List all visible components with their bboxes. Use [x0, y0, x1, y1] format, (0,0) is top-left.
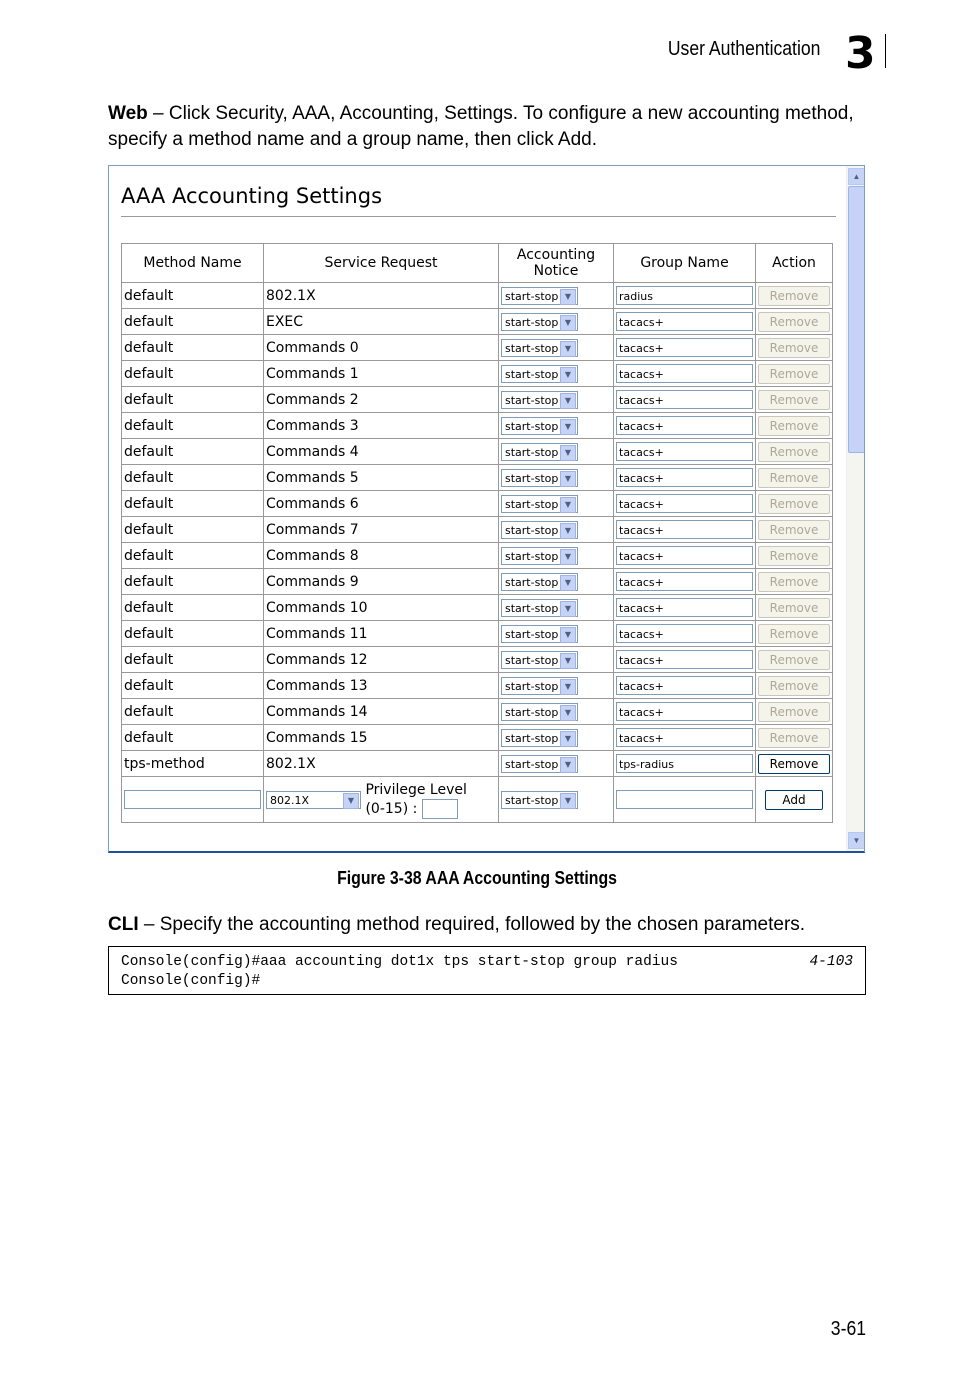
- intro-lead: Web: [108, 103, 148, 124]
- service-request-cell: Commands 12: [264, 647, 499, 673]
- chevron-down-icon: ▼: [560, 601, 576, 617]
- method-name-cell: default: [122, 309, 264, 335]
- remove-button[interactable]: Remove: [758, 650, 830, 670]
- aaa-accounting-settings-panel: [108, 165, 865, 853]
- command-reference: 4-103: [809, 954, 853, 970]
- remove-button[interactable]: Remove: [758, 754, 830, 774]
- service-request-cell: Commands 3: [264, 413, 499, 439]
- method-name-cell: default: [122, 569, 264, 595]
- chevron-down-icon: ▼: [560, 793, 576, 809]
- scroll-down-icon[interactable]: ▼: [848, 832, 865, 849]
- group-name-input[interactable]: tacacs+: [616, 416, 753, 435]
- method-name-cell: default: [122, 335, 264, 361]
- chevron-down-icon: ▼: [560, 367, 576, 383]
- accounting-notice-select[interactable]: start-stop ▼: [501, 521, 578, 539]
- chevron-down-icon: ▼: [560, 549, 576, 565]
- accounting-notice-select[interactable]: start-stop ▼: [501, 469, 578, 487]
- group-name-input[interactable]: tacacs+: [616, 338, 753, 357]
- service-request-cell: Commands 11: [264, 621, 499, 647]
- group-name-input[interactable]: tacacs+: [616, 494, 753, 513]
- service-request-cell: Commands 4: [264, 439, 499, 465]
- service-request-cell: EXEC: [264, 309, 499, 335]
- remove-button[interactable]: Remove: [758, 364, 830, 384]
- accounting-notice-select[interactable]: start-stop ▼: [501, 599, 578, 617]
- service-request-cell: Commands 9: [264, 569, 499, 595]
- code-line-2: Console(config)#: [121, 973, 261, 989]
- table-header-row: [122, 244, 833, 283]
- chevron-down-icon: ▼: [560, 445, 576, 461]
- method-name-cell: default: [122, 699, 264, 725]
- code-line-1: Console(config)#aaa accounting dot1x tps start-stop group radius: [121, 954, 678, 970]
- table-row: [122, 621, 833, 647]
- vertical-scrollbar[interactable]: [846, 166, 864, 851]
- chevron-down-icon: ▼: [560, 575, 576, 591]
- remove-button[interactable]: Remove: [758, 416, 830, 436]
- accounting-notice-select[interactable]: start-stop ▼: [501, 729, 578, 747]
- method-name-cell: default: [122, 517, 264, 543]
- group-name-input[interactable]: tacacs+: [616, 364, 753, 383]
- remove-button[interactable]: Remove: [758, 338, 830, 358]
- chevron-down-icon: ▼: [560, 627, 576, 643]
- remove-button[interactable]: Remove: [758, 390, 830, 410]
- page-number: 3-61: [830, 1318, 866, 1340]
- group-name-input[interactable]: tacacs+: [616, 598, 753, 617]
- method-name-cell: default: [122, 621, 264, 647]
- add-row: [122, 777, 833, 823]
- table-row: [122, 543, 833, 569]
- table-row: [122, 517, 833, 543]
- chevron-down-icon: ▼: [560, 679, 576, 695]
- service-request-cell: Commands 8: [264, 543, 499, 569]
- table-row: [122, 725, 833, 751]
- method-name-cell: default: [122, 491, 264, 517]
- chapter-marker: [845, 28, 886, 79]
- table-body: [122, 283, 833, 777]
- remove-button[interactable]: Remove: [758, 624, 830, 644]
- service-request-cell: Commands 13: [264, 673, 499, 699]
- figure-caption: Figure 3-38 AAA Accounting Settings: [337, 868, 617, 888]
- table-row: [122, 335, 833, 361]
- chevron-down-icon: ▼: [560, 419, 576, 435]
- scroll-up-icon[interactable]: ▲: [848, 168, 865, 185]
- method-name-cell: default: [122, 387, 264, 413]
- cli-paragraph: [108, 912, 868, 938]
- col-group-name: Group Name: [614, 244, 756, 283]
- cli-code-block: [108, 946, 866, 995]
- remove-button[interactable]: Remove: [758, 494, 830, 514]
- new-notice-select[interactable]: start-stop ▼: [501, 791, 578, 809]
- method-name-cell: default: [122, 543, 264, 569]
- remove-button[interactable]: Remove: [758, 572, 830, 592]
- cli-text: – Specify the accounting method required, followed by the chosen parameters.: [138, 914, 806, 935]
- chevron-down-icon: ▼: [560, 653, 576, 669]
- service-request-cell: Commands 0: [264, 335, 499, 361]
- chevron-down-icon: ▼: [560, 523, 576, 539]
- chevron-down-icon: ▼: [560, 471, 576, 487]
- chevron-down-icon: ▼: [560, 731, 576, 747]
- intro-paragraph: [108, 101, 868, 153]
- remove-button[interactable]: Remove: [758, 702, 830, 722]
- service-request-cell: Commands 6: [264, 491, 499, 517]
- accounting-notice-select[interactable]: start-stop ▼: [501, 495, 578, 513]
- method-name-cell: default: [122, 725, 264, 751]
- service-request-cell: Commands 1: [264, 361, 499, 387]
- service-request-cell: Commands 14: [264, 699, 499, 725]
- chevron-down-icon: ▼: [560, 757, 576, 773]
- col-method-name: Method Name: [122, 244, 264, 283]
- service-request-cell: Commands 10: [264, 595, 499, 621]
- accounting-notice-select[interactable]: start-stop ▼: [501, 339, 578, 357]
- service-request-cell: Commands 2: [264, 387, 499, 413]
- accounting-notice-select[interactable]: start-stop ▼: [501, 365, 578, 383]
- group-name-input[interactable]: tacacs+: [616, 390, 753, 409]
- accounting-notice-select[interactable]: start-stop ▼: [501, 287, 578, 305]
- col-accounting-notice: Accounting Notice: [499, 244, 614, 283]
- table-row: [122, 595, 833, 621]
- service-request-cell: Commands 7: [264, 517, 499, 543]
- remove-button[interactable]: Remove: [758, 286, 830, 306]
- chevron-down-icon: ▼: [343, 793, 359, 809]
- new-service-select[interactable]: 802.1X ▼: [266, 791, 361, 809]
- col-action: Action: [756, 244, 833, 283]
- table-row: [122, 699, 833, 725]
- method-name-cell: default: [122, 361, 264, 387]
- remove-button[interactable]: Remove: [758, 520, 830, 540]
- table-row: [122, 283, 833, 309]
- chevron-down-icon: ▼: [560, 393, 576, 409]
- accounting-notice-select[interactable]: start-stop ▼: [501, 391, 578, 409]
- remove-button[interactable]: Remove: [758, 676, 830, 696]
- table-row: [122, 387, 833, 413]
- group-name-input[interactable]: tacacs+: [616, 442, 753, 461]
- accounting-notice-select[interactable]: start-stop ▼: [501, 547, 578, 565]
- chevron-down-icon: ▼: [560, 705, 576, 721]
- table-row: [122, 413, 833, 439]
- accounting-notice-select[interactable]: start-stop ▼: [501, 443, 578, 461]
- accounting-notice-select[interactable]: start-stop ▼: [501, 677, 578, 695]
- method-name-cell: default: [122, 647, 264, 673]
- add-button[interactable]: Add: [765, 790, 823, 810]
- scroll-thumb[interactable]: [848, 186, 865, 453]
- group-name-input[interactable]: tacacs+: [616, 520, 753, 539]
- remove-button[interactable]: Remove: [758, 468, 830, 488]
- chevron-down-icon: ▼: [560, 315, 576, 331]
- accounting-notice-select[interactable]: start-stop ▼: [501, 625, 578, 643]
- table-row: [122, 361, 833, 387]
- privilege-level-label: Privilege Level (0-15) :: [365, 781, 467, 817]
- service-request-cell: Commands 15: [264, 725, 499, 751]
- method-name-cell: default: [122, 413, 264, 439]
- method-name-cell: default: [122, 283, 264, 309]
- service-request-cell: Commands 5: [264, 465, 499, 491]
- group-name-input[interactable]: tacacs+: [616, 312, 753, 331]
- table-row: [122, 647, 833, 673]
- service-request-cell: 802.1X: [264, 751, 499, 777]
- group-name-input[interactable]: tacacs+: [616, 728, 753, 747]
- title-divider: [121, 216, 836, 217]
- group-name-input[interactable]: tacacs+: [616, 546, 753, 565]
- accounting-notice-select[interactable]: start-stop ▼: [501, 703, 578, 721]
- table-row: [122, 439, 833, 465]
- chevron-down-icon: ▼: [560, 341, 576, 357]
- remove-button[interactable]: Remove: [758, 442, 830, 462]
- remove-button[interactable]: Remove: [758, 312, 830, 332]
- group-name-input[interactable]: tacacs+: [616, 676, 753, 695]
- table-row: [122, 465, 833, 491]
- new-method-name-input[interactable]: [124, 790, 261, 809]
- accounting-notice-select[interactable]: start-stop ▼: [501, 573, 578, 591]
- group-name-input[interactable]: tacacs+: [616, 468, 753, 487]
- privilege-level-input[interactable]: [422, 799, 458, 819]
- group-name-input[interactable]: tacacs+: [616, 650, 753, 669]
- method-name-cell: default: [122, 439, 264, 465]
- panel-title: AAA Accounting Settings: [121, 184, 383, 208]
- group-name-input[interactable]: tacacs+: [616, 572, 753, 591]
- running-header: User Authentication: [667, 38, 820, 60]
- group-name-input[interactable]: tacacs+: [616, 624, 753, 643]
- remove-button[interactable]: Remove: [758, 598, 830, 618]
- table-row: [122, 491, 833, 517]
- accounting-notice-select[interactable]: start-stop ▼: [501, 313, 578, 331]
- remove-button[interactable]: Remove: [758, 728, 830, 748]
- chevron-down-icon: ▼: [560, 289, 576, 305]
- chevron-down-icon: ▼: [560, 497, 576, 513]
- service-request-cell: 802.1X: [264, 283, 499, 309]
- col-service-request: Service Request: [264, 244, 499, 283]
- accounting-notice-select[interactable]: start-stop ▼: [501, 651, 578, 669]
- table-row: [122, 673, 833, 699]
- group-name-input[interactable]: tps-radius: [616, 754, 753, 773]
- method-name-cell: default: [122, 465, 264, 491]
- new-group-name-input[interactable]: [616, 790, 753, 809]
- method-name-cell: default: [122, 595, 264, 621]
- cli-lead: CLI: [108, 914, 139, 935]
- table-row: [122, 751, 833, 777]
- chapter-number: 3: [845, 28, 876, 79]
- method-name-cell: tps-method: [122, 751, 264, 777]
- intro-text: – Click Security, AAA, Accounting, Settings. To configure a new accounting method, specify a method name and a group name, then click Add.: [108, 103, 854, 150]
- group-name-input[interactable]: tacacs+: [616, 702, 753, 721]
- accounting-notice-select[interactable]: start-stop ▼: [501, 417, 578, 435]
- table-row: [122, 569, 833, 595]
- remove-button[interactable]: Remove: [758, 546, 830, 566]
- group-name-input[interactable]: radius: [616, 286, 753, 305]
- table-row: [122, 309, 833, 335]
- method-name-cell: default: [122, 673, 264, 699]
- accounting-table: [121, 243, 833, 823]
- accounting-notice-select[interactable]: start-stop ▼: [501, 755, 578, 773]
